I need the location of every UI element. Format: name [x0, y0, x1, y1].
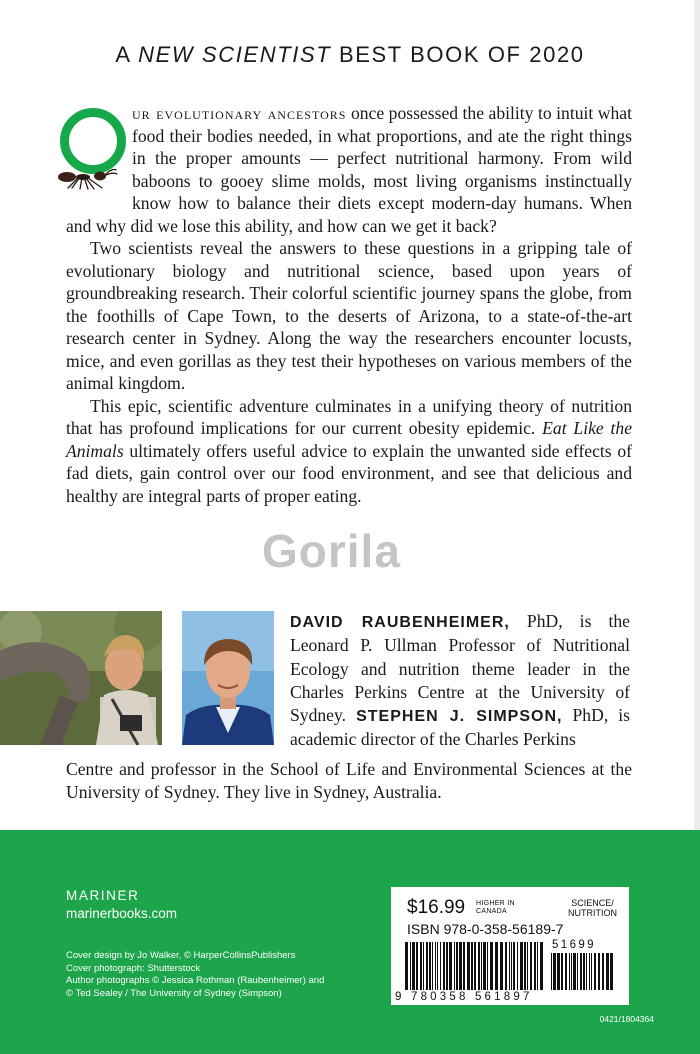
- canada-price-note: [476, 900, 515, 916]
- credit-line: Cover photograph: Shutterstock: [66, 962, 201, 974]
- barcode-bar: [511, 942, 512, 990]
- barcode-bar: [429, 942, 431, 990]
- watermark: Gorila: [262, 525, 401, 577]
- barcode-bar: [495, 942, 498, 990]
- barcode-supplement-digits: 51699: [552, 939, 596, 951]
- barcode-bar: [420, 942, 422, 990]
- barcode-bar: [432, 942, 433, 990]
- barcode-bar: [471, 942, 473, 990]
- barcode-bar: [565, 953, 567, 990]
- barcode-bar: [589, 953, 590, 990]
- category-label: [568, 898, 617, 918]
- barcode-bar: [553, 953, 556, 990]
- barcode-bar: [583, 953, 585, 990]
- barcode-bar: [606, 953, 609, 990]
- category-line: NUTRITION: [568, 908, 617, 918]
- paragraph-3-rest: ultimately offers useful advice to explain the unwanted side effects of fad diets, gain control over our food environment, and see that delicious and healthy are integral parts of proper eating.: [66, 440, 632, 506]
- author-photo-elephant-scene: [0, 611, 162, 745]
- book-title-italic: Eat Like the Animals: [66, 418, 633, 461]
- barcode-bar: [534, 942, 536, 990]
- barcode-bar: [474, 942, 476, 990]
- author-name-raubenheimer: DAVID RAUBENHEIMER,: [290, 614, 510, 631]
- barcode-bar: [478, 942, 480, 990]
- author-photo-raubenheimer: [0, 611, 162, 745]
- barcode-bar: [405, 942, 408, 990]
- opening-smallcaps: ur evolutionary ancestors: [132, 103, 347, 123]
- barcode-bar: [446, 942, 448, 990]
- author-name-simpson: STEPHEN J. SIMPSON,: [356, 708, 563, 726]
- barcode-bar: [454, 942, 455, 990]
- author-bio-continued: Centre and professor in the School of Life and Environmental Sciences at the University of Sydney. They live in Sydney, Australia.: [66, 759, 632, 803]
- description-paragraph-1: [66, 102, 632, 237]
- barcode-bar: [577, 953, 578, 990]
- barcode-bar: [594, 953, 596, 990]
- barcode-bar: [517, 942, 518, 990]
- barcode-bar: [435, 942, 436, 990]
- barcode-bar: [490, 942, 493, 990]
- barcode-bar: [500, 942, 503, 990]
- drop-cap-letter-o: [60, 108, 126, 174]
- barcode-bar: [456, 942, 458, 990]
- cover-credits: [66, 950, 376, 1000]
- barcode-bar: [520, 942, 523, 990]
- barcode-bar: [610, 953, 613, 990]
- headline-magazine: NEW SCIENTIST: [138, 42, 332, 67]
- publisher-name: MARINER: [66, 888, 140, 903]
- headline-prefix: A: [115, 42, 139, 67]
- print-code: 0421/1804364: [599, 1014, 654, 1024]
- barcode-bar: [509, 942, 510, 990]
- barcode-bar: [573, 953, 576, 990]
- isbn-number: ISBN 978-0-358-56189-7: [407, 921, 564, 937]
- description-paragraph-3: [66, 395, 632, 508]
- barcode-panel: [391, 887, 629, 1005]
- drop-cap: [60, 102, 128, 194]
- barcode-bar: [463, 942, 465, 990]
- author-bio: [290, 610, 630, 752]
- ant-icon: [58, 166, 118, 190]
- barcode-bar: [537, 942, 538, 990]
- barcode-bar: [440, 942, 441, 990]
- author-bio-raubenheimer: PhD, is the Leonard P. Ullman Professor of Nutritional Ecology and nutrition theme leader in the Charles Perkins Centre at the University of Sydney.: [290, 611, 630, 726]
- category-line: SCIENCE/: [571, 898, 614, 908]
- barcode-bar: [540, 942, 543, 990]
- barcode-bar: [569, 953, 570, 990]
- publisher-url: marinerbooks.com: [66, 906, 178, 921]
- author-bio-simpson-start: PhD, is academic director of the Charles Perkins: [290, 705, 631, 750]
- paragraph-3-start: This epic, scientific adventure culminates in a unifying theory of nutrition that has profound implications for our current obesity epidemic.: [66, 395, 632, 438]
- barcode-bar: [423, 942, 424, 990]
- barcode-bar: [481, 942, 482, 990]
- barcode-supplement-bars: [551, 953, 615, 990]
- barcode-bar: [483, 942, 486, 990]
- barcode-bar: [561, 953, 563, 990]
- barcode-bar: [571, 953, 572, 990]
- paragraph-1-text: once possessed the ability to intuit what food their bodies needed, in what proportions, and ate the right things in the proper amounts — perfect nutritional harmony. From wild baboons to gooey slime molds, most living organisms instinctually know how to balance their diets except modern-day humans. When and why did we lose this ability, and how can we get it back?: [66, 103, 632, 236]
- award-headline: [0, 42, 700, 68]
- credit-line: Cover design by Jo Walker, © HarperCollinsPublishers: [66, 950, 296, 961]
- barcode-bar: [416, 942, 418, 990]
- barcode-bar: [443, 942, 445, 990]
- barcode-bar: [598, 953, 600, 990]
- canada-note-line: CANADA: [476, 908, 507, 915]
- barcode-main-bars: [405, 942, 543, 990]
- barcode-bar: [527, 942, 528, 990]
- barcode-bar: [586, 953, 587, 990]
- headline-suffix: BEST BOOK OF 2020: [331, 42, 585, 67]
- page-edge-strip: [694, 0, 700, 830]
- author-photo-simpson: [182, 611, 274, 745]
- description-paragraph-2: Two scientists reveal the answers to these questions in a gripping tale of evolutionary biology and nutritional science, based upon years of groundbreaking research. Their colorful scientific journey spans the globe, from the foothills of Cape Town, to the deserts of Arizona, to a state-of-the-art research center in Sydney. Along the way the researchers encounter locusts, mice, and even gorillas as they test their hypotheses on various members of the animal kingdom.: [66, 238, 632, 393]
- barcode-bar: [410, 942, 411, 990]
- barcode-bar: [437, 942, 438, 990]
- barcode-bar: [591, 953, 592, 990]
- author-photo-portrait: [182, 611, 274, 745]
- barcode-bar: [412, 942, 415, 990]
- barcode-bar: [530, 942, 532, 990]
- barcode-bar: [426, 942, 428, 990]
- barcode-bar: [459, 942, 462, 990]
- barcode-bar: [449, 942, 452, 990]
- barcode-bar: [487, 942, 488, 990]
- barcode-bar: [505, 942, 507, 990]
- canada-note-line: HIGHER IN: [476, 900, 515, 907]
- barcode-bar: [551, 953, 552, 990]
- price: $16.99: [407, 897, 466, 918]
- barcode-bar: [467, 942, 470, 990]
- barcode-bar: [513, 942, 515, 990]
- book-description: [66, 102, 632, 507]
- barcode-bar: [602, 953, 604, 990]
- credit-line: © Ted Sealey / The University of Sydney (Simpson): [66, 987, 282, 999]
- barcode-bar: [557, 953, 560, 990]
- barcode-digits: 9 780358 561897: [395, 991, 533, 1003]
- credit-line: Author photographs © Jessica Rothman (Raubenheimer) and: [66, 975, 325, 987]
- barcode-bar: [580, 953, 582, 990]
- barcode-bar: [524, 942, 526, 990]
